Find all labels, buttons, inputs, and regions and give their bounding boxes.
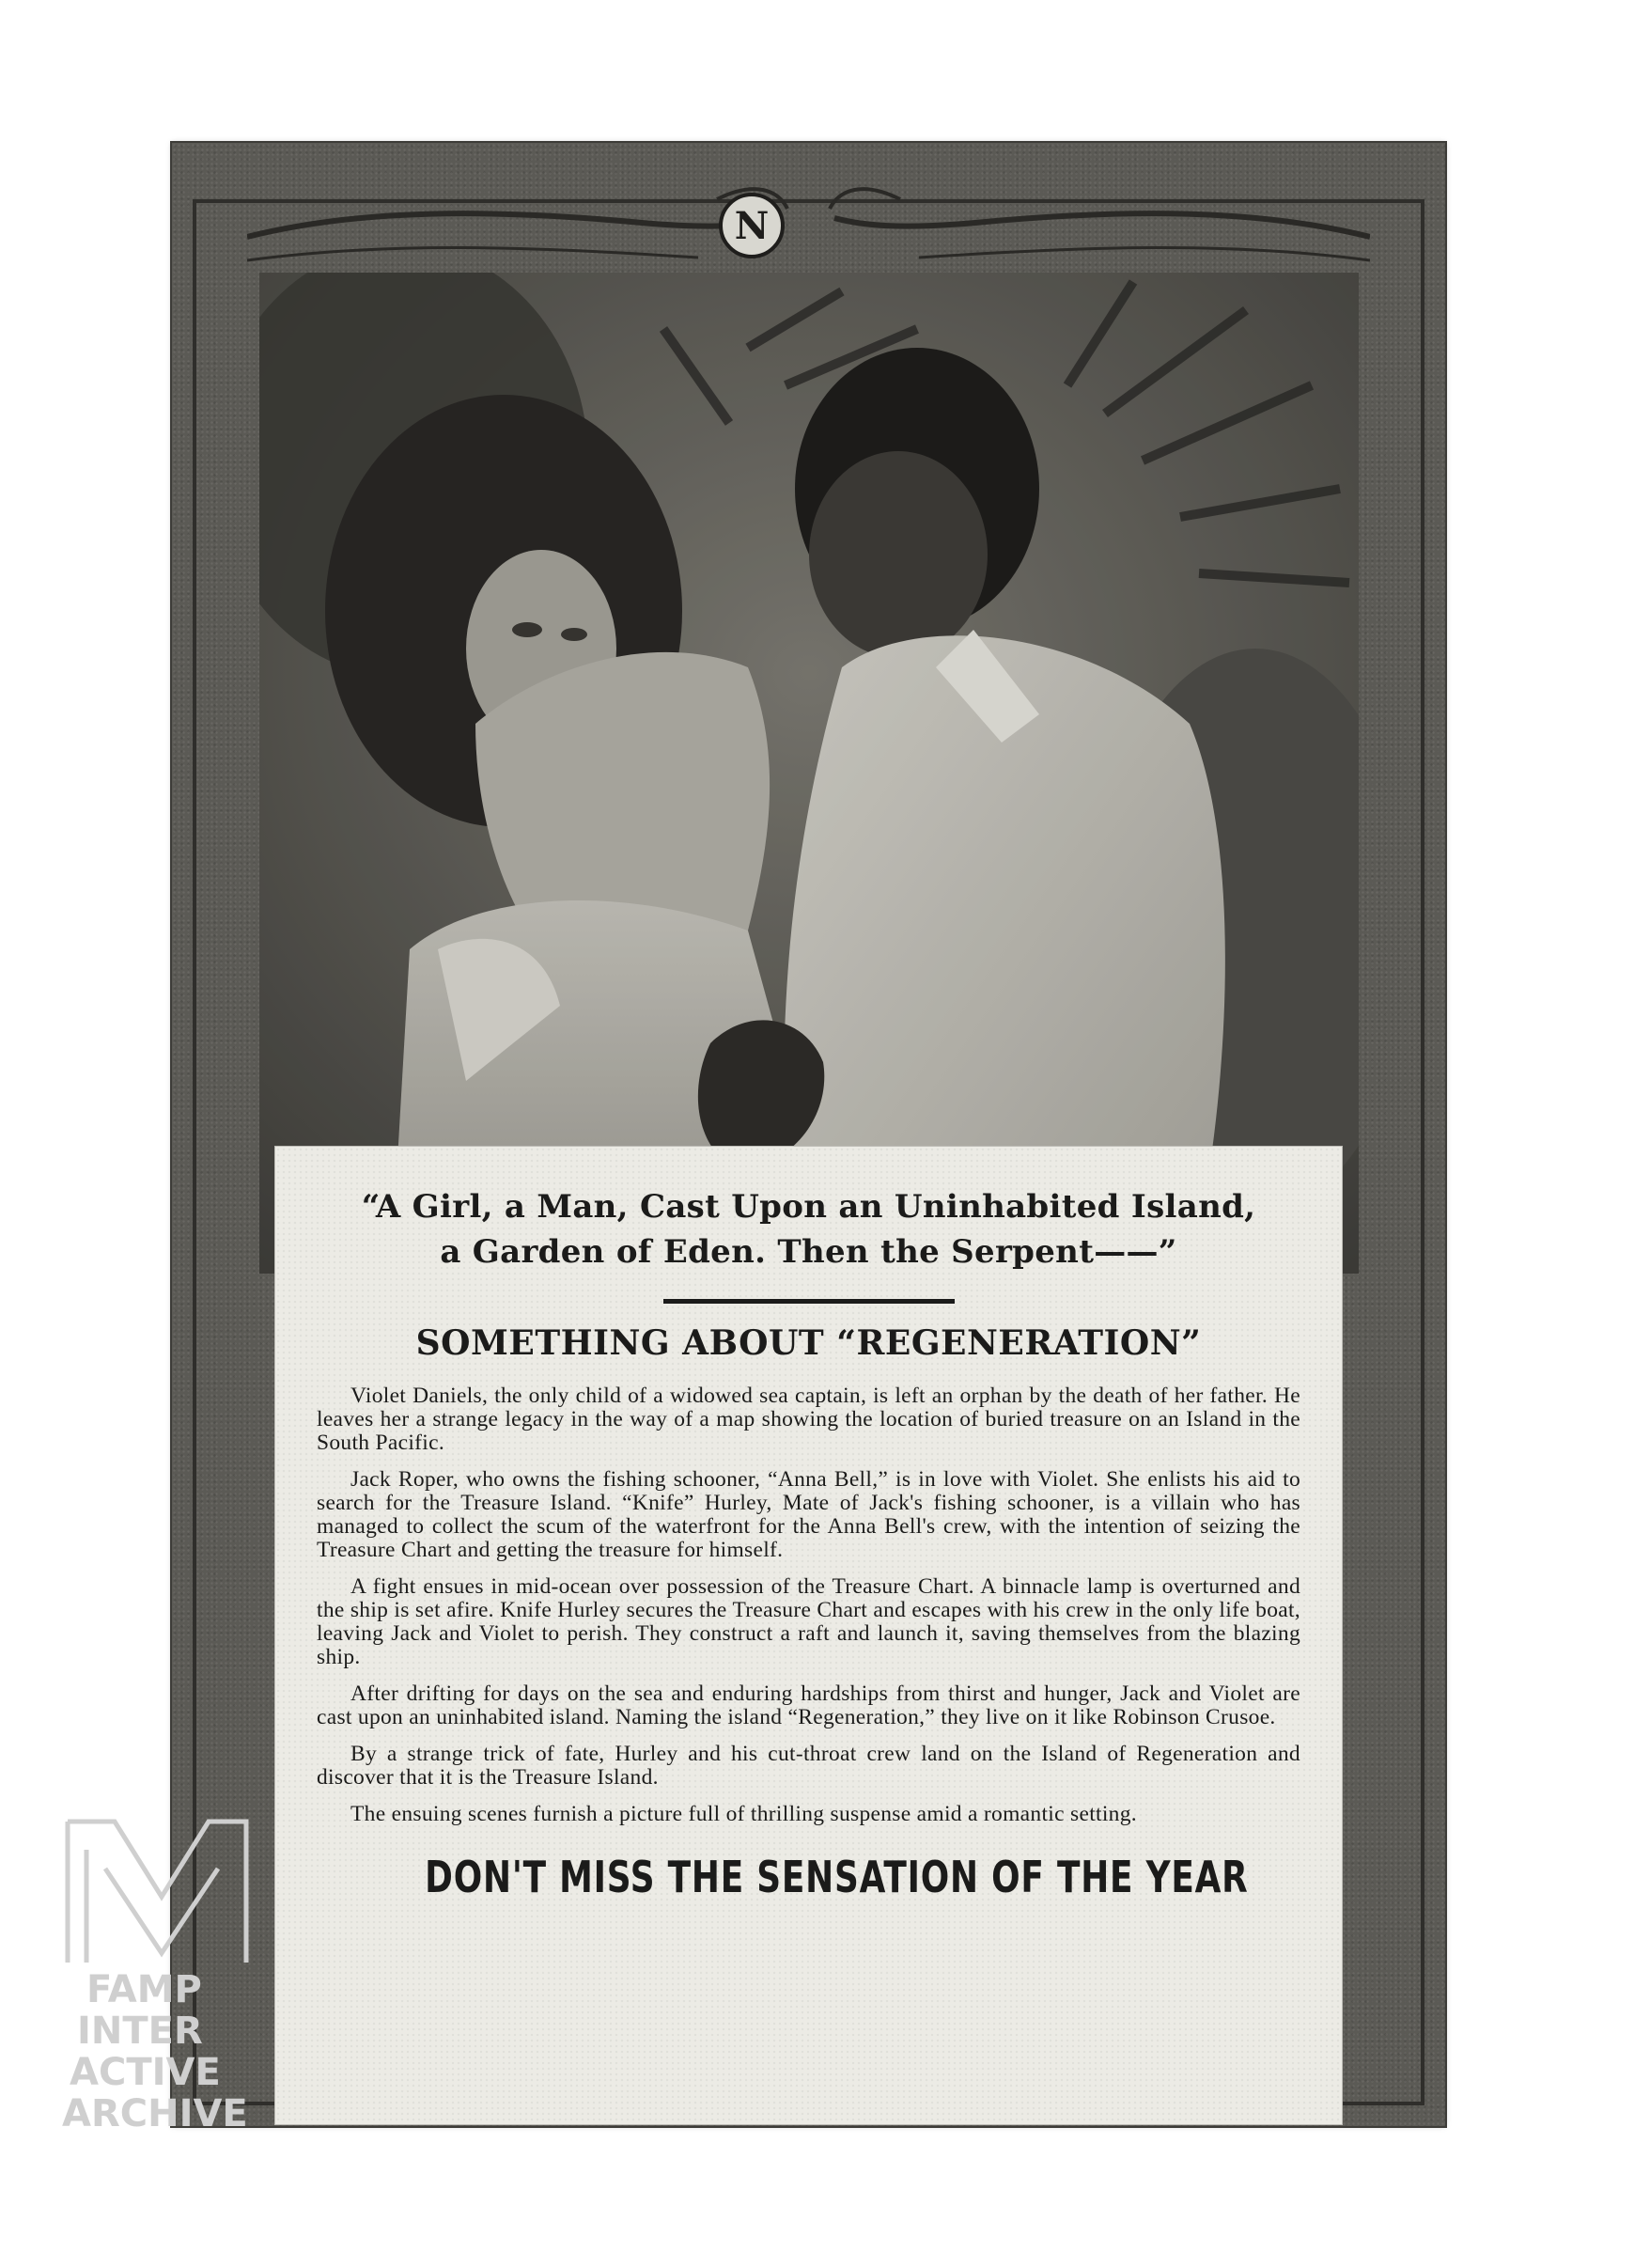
divider-rule [663,1299,955,1304]
tagline-line-1: “A Girl, a Man, Cast Upon an Uninhabited Island, [361,1188,1256,1226]
slogan: DON'T MISS THE SENSATION OF THE YEAR [425,1852,1249,1902]
tagline-line-2: a Garden of Eden. Then the Serpent——” [440,1233,1177,1271]
synopsis-paragraph: A fight ensues in mid-ocean over possession of the Treasure Chart. A binnacle lamp is overturned and the ship is set afire. Knife Hurley secures the Treasure Chart and escapes with his crew in the only life boat, leaving Jack and Violet to perish. They construct a raft and launch it, saving themselves from the blazing ship. [317,1574,1300,1669]
herald-card [172,143,1445,2126]
synopsis-paragraph: The ensuing scenes furnish a picture full of thrilling suspense amid a romantic setting. [350,1802,1137,1826]
synopsis-paragraph: Jack Roper, who owns the fishing schooner, “Anna Bell,” is in love with Violet. She enlists his aid to search for the Treasure Island. “Knife” Hurley, Mate of Jack's fishing schooner, is a villain who has managed to collect the scum of the waterfront for the Anna Bell's crew, with the intention of seizing the Treasure Chart and getting the treasure for himself. [317,1467,1300,1562]
description-panel [275,1147,1342,2124]
archive-logo-icon [58,1812,284,2141]
headline: SOMETHING ABOUT “REGENERATION” [415,1323,1202,1363]
n-monogram-icon [718,192,786,259]
synopsis-paragraph: By a strange trick of fate, Hurley and his cut-throat crew land on the Island of Regeneration and discover that it is the Treasure Island. [317,1742,1300,1790]
film-still-photo [259,273,1359,1274]
watermark-line-1: FAMP [86,1968,202,2011]
watermark-line-3: ACTIVE [70,2051,221,2094]
synopsis-paragraph: Violet Daniels, the only child of a widowed sea captain, is left an orphan by the death of her father. He leaves her a strange legacy in the way of a map showing the location of buried treasure on an Island in the South Pacific. [317,1384,1300,1455]
watermark-line-2: INTER [77,2010,203,2053]
tagline [317,1184,1300,1275]
logo-letter: N [734,204,770,248]
synopsis-paragraph: After drifting for days on the sea and enduring hardships from thirst and hunger, Jack and Violet are cast upon an uninhabited island. Naming the island “Regeneration,” they live on it like Robinson Crusoe. [317,1681,1300,1729]
watermark-line-4: ARCHIVE [62,2092,248,2135]
ornament-header-icon [247,171,1370,274]
